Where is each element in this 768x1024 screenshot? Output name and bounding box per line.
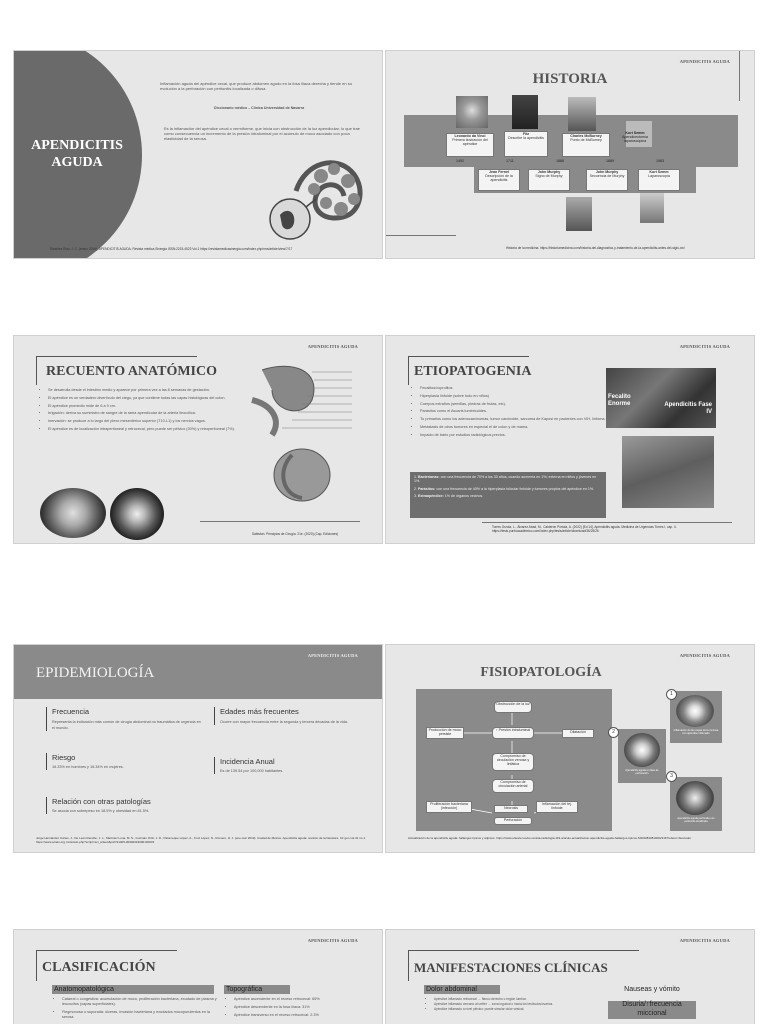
stage-panel-1 <box>670 691 722 743</box>
bullet: • Impacto de bario por estudios radiológicos previos. <box>420 433 616 438</box>
reference: Sánchez Ruiz, J. C. (enero 2016). APENDICITIS AGUDA. Revista médica Sinergia ISSN:2215-4523 Vol.1 https://revistamedicasinergia.com/index.php/rms/article/view/7/17 <box>50 247 293 251</box>
bullet: • Apéndice transverso en el receso retrocecal: 2.3% <box>234 1013 382 1018</box>
slide-definicion <box>14 51 382 258</box>
timeline-year: 1983 <box>656 159 664 163</box>
numbered-item: 2. Parásitos: con una frecuencia de 40% a la hiperplasia folicular linfoide y tumores propios del apéndice en 1%. <box>414 486 595 491</box>
bullet: • Apéndice inflamado cercano al uréter → zona inguinal o hacia los testículos/ovarios. <box>434 1002 604 1006</box>
section-title: Riesgo <box>52 753 76 762</box>
slide-title: MANIFESTACIONES CLÍNICAS <box>414 960 608 975</box>
specimen-image <box>622 436 714 508</box>
bullet: • El apéndice promedio mide de 6 a 9 cm. <box>48 404 244 409</box>
flow-presion: ↑ Presión intraluminal <box>492 727 534 739</box>
timeline-card: John Murphy Signo de Murphy <box>528 169 570 191</box>
section-text: Representa la indicación más común de cirugía abdominal no traumática de urgencia en el mundo. <box>52 720 201 730</box>
timeline-card: Leonardo da Vinci Primera ilustración del apéndice <box>446 133 494 157</box>
section-text: Ocurre con mayor frecuencia entre la segunda y tercera décadas de la vida. <box>220 720 348 724</box>
definition-text-2: Es la inflamación del apéndice cecal o vermiforme, que inicia con obstrucción de la luz apendicular, lo que trae como consecuencia un incremento de la presión intraluminal por el acúmulo de moco asociado con poca elasticidad de la serosa. <box>164 126 360 141</box>
epi-section-relacion <box>46 797 222 814</box>
divider <box>200 521 360 522</box>
bullet: • Fecalitos/coprolitos <box>420 386 616 391</box>
stage-number: 3 <box>666 771 677 782</box>
portrait-murphy <box>566 197 592 231</box>
slide-title: RECUENTO ANATÓMICO <box>46 364 218 379</box>
bullet: • Hiperplasia linfoide (sobre todo en niños) <box>420 394 616 399</box>
reference: Historia de la medicina. https://historiamedicina.com/historia-del-diagnostico-y-tratamiento-de-la-apendicitis-antes-del-siglo-xix/ <box>506 246 685 250</box>
column-header-topografica: Topográfica <box>224 985 290 994</box>
flow-dilatacion: Dilatación <box>562 729 594 738</box>
stage-caption: Inflamación de las capas de la mucosa con apéndice inflamado <box>673 729 719 735</box>
bullet: • El apéndice es de localización intraperitoneal y retrocecal, pero puede ser pélvico (30%) y retroperitoneal (7%). <box>48 427 244 432</box>
timeline-year: 1889 <box>606 159 614 163</box>
anatomopatologica-list <box>54 997 222 1023</box>
section-title: Edades más frecuentes <box>220 707 299 716</box>
numbered-item: 1. Bacterianas: con una frecuencia de 70% a los 30 años, cuando aumenta en 1%; externa en niños y jóvenes en 1%. <box>414 475 597 484</box>
slide-title: ETIOPATOGENIA <box>414 364 532 379</box>
stage-number: 1 <box>666 689 677 700</box>
section-title: Frecuencia <box>52 707 90 716</box>
reference: Sabiston. Principios de Cirugía. 21e. (2020) (Cap. Ediciones) <box>252 532 339 536</box>
header-tag: APENDICITIS AGUDA <box>307 938 358 943</box>
bullet: • Metástasis de otros tumores en especial el de colon y de mama. <box>420 425 616 430</box>
anatomy-illustration <box>242 360 362 510</box>
stage-caption: Apendicitis aguda perforada con peritonitis localizada <box>677 817 715 823</box>
slide-title: CLASIFICACIÓN <box>42 960 156 975</box>
bullet: • Parásitos como el Ascaris lumbricoides. <box>420 409 616 414</box>
bullet: • Tu primarios como los adenocarcinomas, tumor carcinoide, sarcoma de Kaposi en pacientes con VIH, linfoma. <box>420 417 616 422</box>
slide-title: HISTORIA <box>532 71 608 87</box>
reference: Torres Orzola, L., Álvarez Abad, M., Calderón Pórtola, A. (2022) [Ed 14]. Apendicitis aguda. Medicina de Urgencias Torres I, cap. 4. https://tesis.puntoacadémico.com/index.php/tesis/article/download/36/25/26 <box>492 525 677 533</box>
timeline-card: Kurt Semm Laparoscopía <box>638 169 680 191</box>
header-tag: APENDICITIS AGUDA <box>679 59 730 64</box>
timeline-card: Jean Fernel Descripción de la apendicitis <box>478 169 520 191</box>
column-header-anatomopatologica: Anatomopatológica <box>52 985 214 994</box>
stage-panel-3 <box>670 777 722 831</box>
portrait-mcburney <box>568 97 596 131</box>
bullet: • Apéndice inflamado a nivel pélvico: puede simular dolor vesical. <box>434 1007 604 1011</box>
epi-section-incidencia <box>214 757 370 774</box>
timeline-card: Kurt Semm Apendicectomía laparoscópica <box>622 131 648 143</box>
definition-text: Inflamación aguda del apéndice cecal, que produce abdomen agudo en la fosa ilíaca derecha y tiende en su evolución a la perforación con peritonitis localizada o difusa. <box>160 81 352 91</box>
image-label: Fecalito Enorme <box>608 394 631 407</box>
reference: Actualización de la apendicitis aguda: hallazgos típicos y atípicos. https://www.elsevier.es/es-revista-radiologia-119-articulo-actualizacion-apendicitis-aguda-hallazgos-tipicos-S0033833810002316?referer=buscador <box>408 836 692 840</box>
slide-etiopatogenia <box>386 336 754 543</box>
numbered-item: 3. Extraapéndice: 1% de órganos vecinos. <box>414 494 484 499</box>
bullet: • Cuerpos extraños (semillas, piedras de frutas, etc). <box>420 402 616 407</box>
stage-image <box>624 733 660 767</box>
stage-image <box>676 781 714 815</box>
bullet: • Apéndice ascendente en el receso retrocecal: 65% <box>234 997 382 1002</box>
image-label: Apendicitis Fase IV <box>664 402 712 415</box>
flow-proliferacion: Proliferación bacteriana (infección) <box>426 801 472 813</box>
definition-source: Diccionario médico – Clínica Universidad de Navarra <box>214 106 305 110</box>
section-text: Se asocia con sobrepeso en 18.5% y obesidad en 81.5%. <box>52 809 150 813</box>
anatomy-bullets <box>40 388 244 435</box>
slide-epidemiologia <box>14 645 382 852</box>
timeline-years <box>416 159 736 167</box>
timeline-card: Fitz Describe la apendicitis <box>504 131 548 157</box>
section-title: Relación con otras patologías <box>52 797 151 806</box>
divider <box>386 235 456 236</box>
flow-necrosis: Necrosis <box>494 805 528 813</box>
bullet: • Irrigación: deriva su suministro de sangre de la rama apendicular de la arteria ileocólica. <box>48 411 244 416</box>
intestine-illustration <box>266 151 376 241</box>
header-tag: APENDICITIS AGUDA <box>307 344 358 349</box>
section-text: Es de 139.54 por 100,000 habitantes. <box>220 769 284 773</box>
flow-perforacion: Perforación <box>494 817 532 825</box>
bullet: • El apéndice es un verdadero divertículo del ciego, ya que contiene todas las capas histológicas del colon. <box>48 396 244 401</box>
header-tag: APENDICITIS AGUDA <box>679 344 730 349</box>
epi-section-riesgo <box>46 753 202 770</box>
flow-inflamacion: Inflamación del tej. linfoide <box>536 801 578 813</box>
dolor-list <box>426 997 604 1014</box>
reference: Jorge Hernández Cortes, J., De León Rendón, J. L., Martínez Luna, M. S., Guzmán Ortiz, J. D., Palomeque López, A., Cruz López, N., Romero, H. J. (ene-mar 2019). Ciudad de México. Apendicitis aguda: revisión de la literatura. Cir gen vol.41 no.1. https://www.scielo.org.mx/scielo.php?script=sci_arttext&pid=S1405-00992019000100033 <box>36 836 366 844</box>
bullet: • Se desarrolla desde el intestino medio y aparece por primera vez a las 8 semanas de gestación. <box>48 388 244 393</box>
slide-historia <box>386 51 754 258</box>
stage-image <box>676 695 714 727</box>
etiology-bullets <box>412 386 616 441</box>
slide-title: EPIDEMIOLOGÍA <box>36 665 155 681</box>
slide-title: APENDICITIS AGUDA <box>31 138 123 170</box>
header-tag: APENDICITIS AGUDA <box>307 653 358 658</box>
bullet: • Apéndice inflamado retrocecal → flanco derecho o región lumbar. <box>434 997 604 1001</box>
header-tag: APENDICITIS AGUDA <box>679 653 730 658</box>
flow-produccion: Producción de moco persiste <box>426 727 464 739</box>
histology-image-1 <box>40 488 106 538</box>
bullet: • Flegmonosa o supurada: úlceras, invasión bacteriana y exudados mucopurulentos en la serosa. <box>62 1010 222 1020</box>
section-title: Incidencia Anual <box>220 757 275 766</box>
symptom-header-nauseas: Nauseas y vómito <box>624 986 680 993</box>
portrait-davinci <box>456 96 488 128</box>
portrait-fitz <box>512 95 538 129</box>
stage-caption: Apendicitis aguda en fase de perforación <box>625 769 659 775</box>
flow-compromiso-venoso: Compromiso de circulación venosa y linfática <box>492 753 534 771</box>
stage-panel-2 <box>618 729 666 783</box>
slide-recuento-anatomico <box>14 336 382 543</box>
fecalito-image <box>606 368 716 428</box>
histology-image-2 <box>110 488 164 540</box>
divider <box>482 522 732 523</box>
portrait-semm <box>640 193 664 223</box>
flow-compromiso-arterial: Compromiso de circulación arterial <box>492 779 534 793</box>
topografica-list <box>226 997 382 1020</box>
bullet: • Catarral o congestiva: acumulación de moco, proliferación bacteriana, exudado de plasma y leucocitos (capas superficiales). <box>62 997 222 1007</box>
symptom-header-dolor: Dolor abdominal <box>424 985 500 994</box>
section-text: 16.33% en hombres y 16.34% en mujeres. <box>52 765 124 769</box>
slide-manifestaciones-clinicas <box>386 930 754 1024</box>
slide-fisiopatologia <box>386 645 754 852</box>
symptom-header-disuria: Disuria/↑frecuencia miccional <box>608 1001 696 1019</box>
epi-section-edades <box>214 707 370 725</box>
etiology-numbered-box <box>410 472 606 518</box>
header-tag: APENDICITIS AGUDA <box>679 938 730 943</box>
timeline-card: Charles McBurney Punto de McBurney <box>562 133 610 157</box>
bullet: • Inervación: se produce a lo largo del plexo mesentérico superior (T10-L1) y los nervios vagos. <box>48 419 244 424</box>
timeline-year: 1711 <box>506 159 514 163</box>
stage-number: 2 <box>608 727 619 738</box>
bullet: • Apéndice descendente en la fosa ilíaca: 31% <box>234 1005 382 1010</box>
slide-title: FISIOPATOLOGÍA <box>480 665 602 680</box>
timeline-year: 1886 <box>556 159 564 163</box>
timeline-year: 1492 <box>456 159 464 163</box>
slide-clasificacion <box>14 930 382 1024</box>
epi-section-frecuencia <box>46 707 202 731</box>
timeline-card: John Murphy Secuencia de Murphy <box>586 169 628 191</box>
flow-obstruccion: Obstrucción de la luz <box>494 701 532 713</box>
